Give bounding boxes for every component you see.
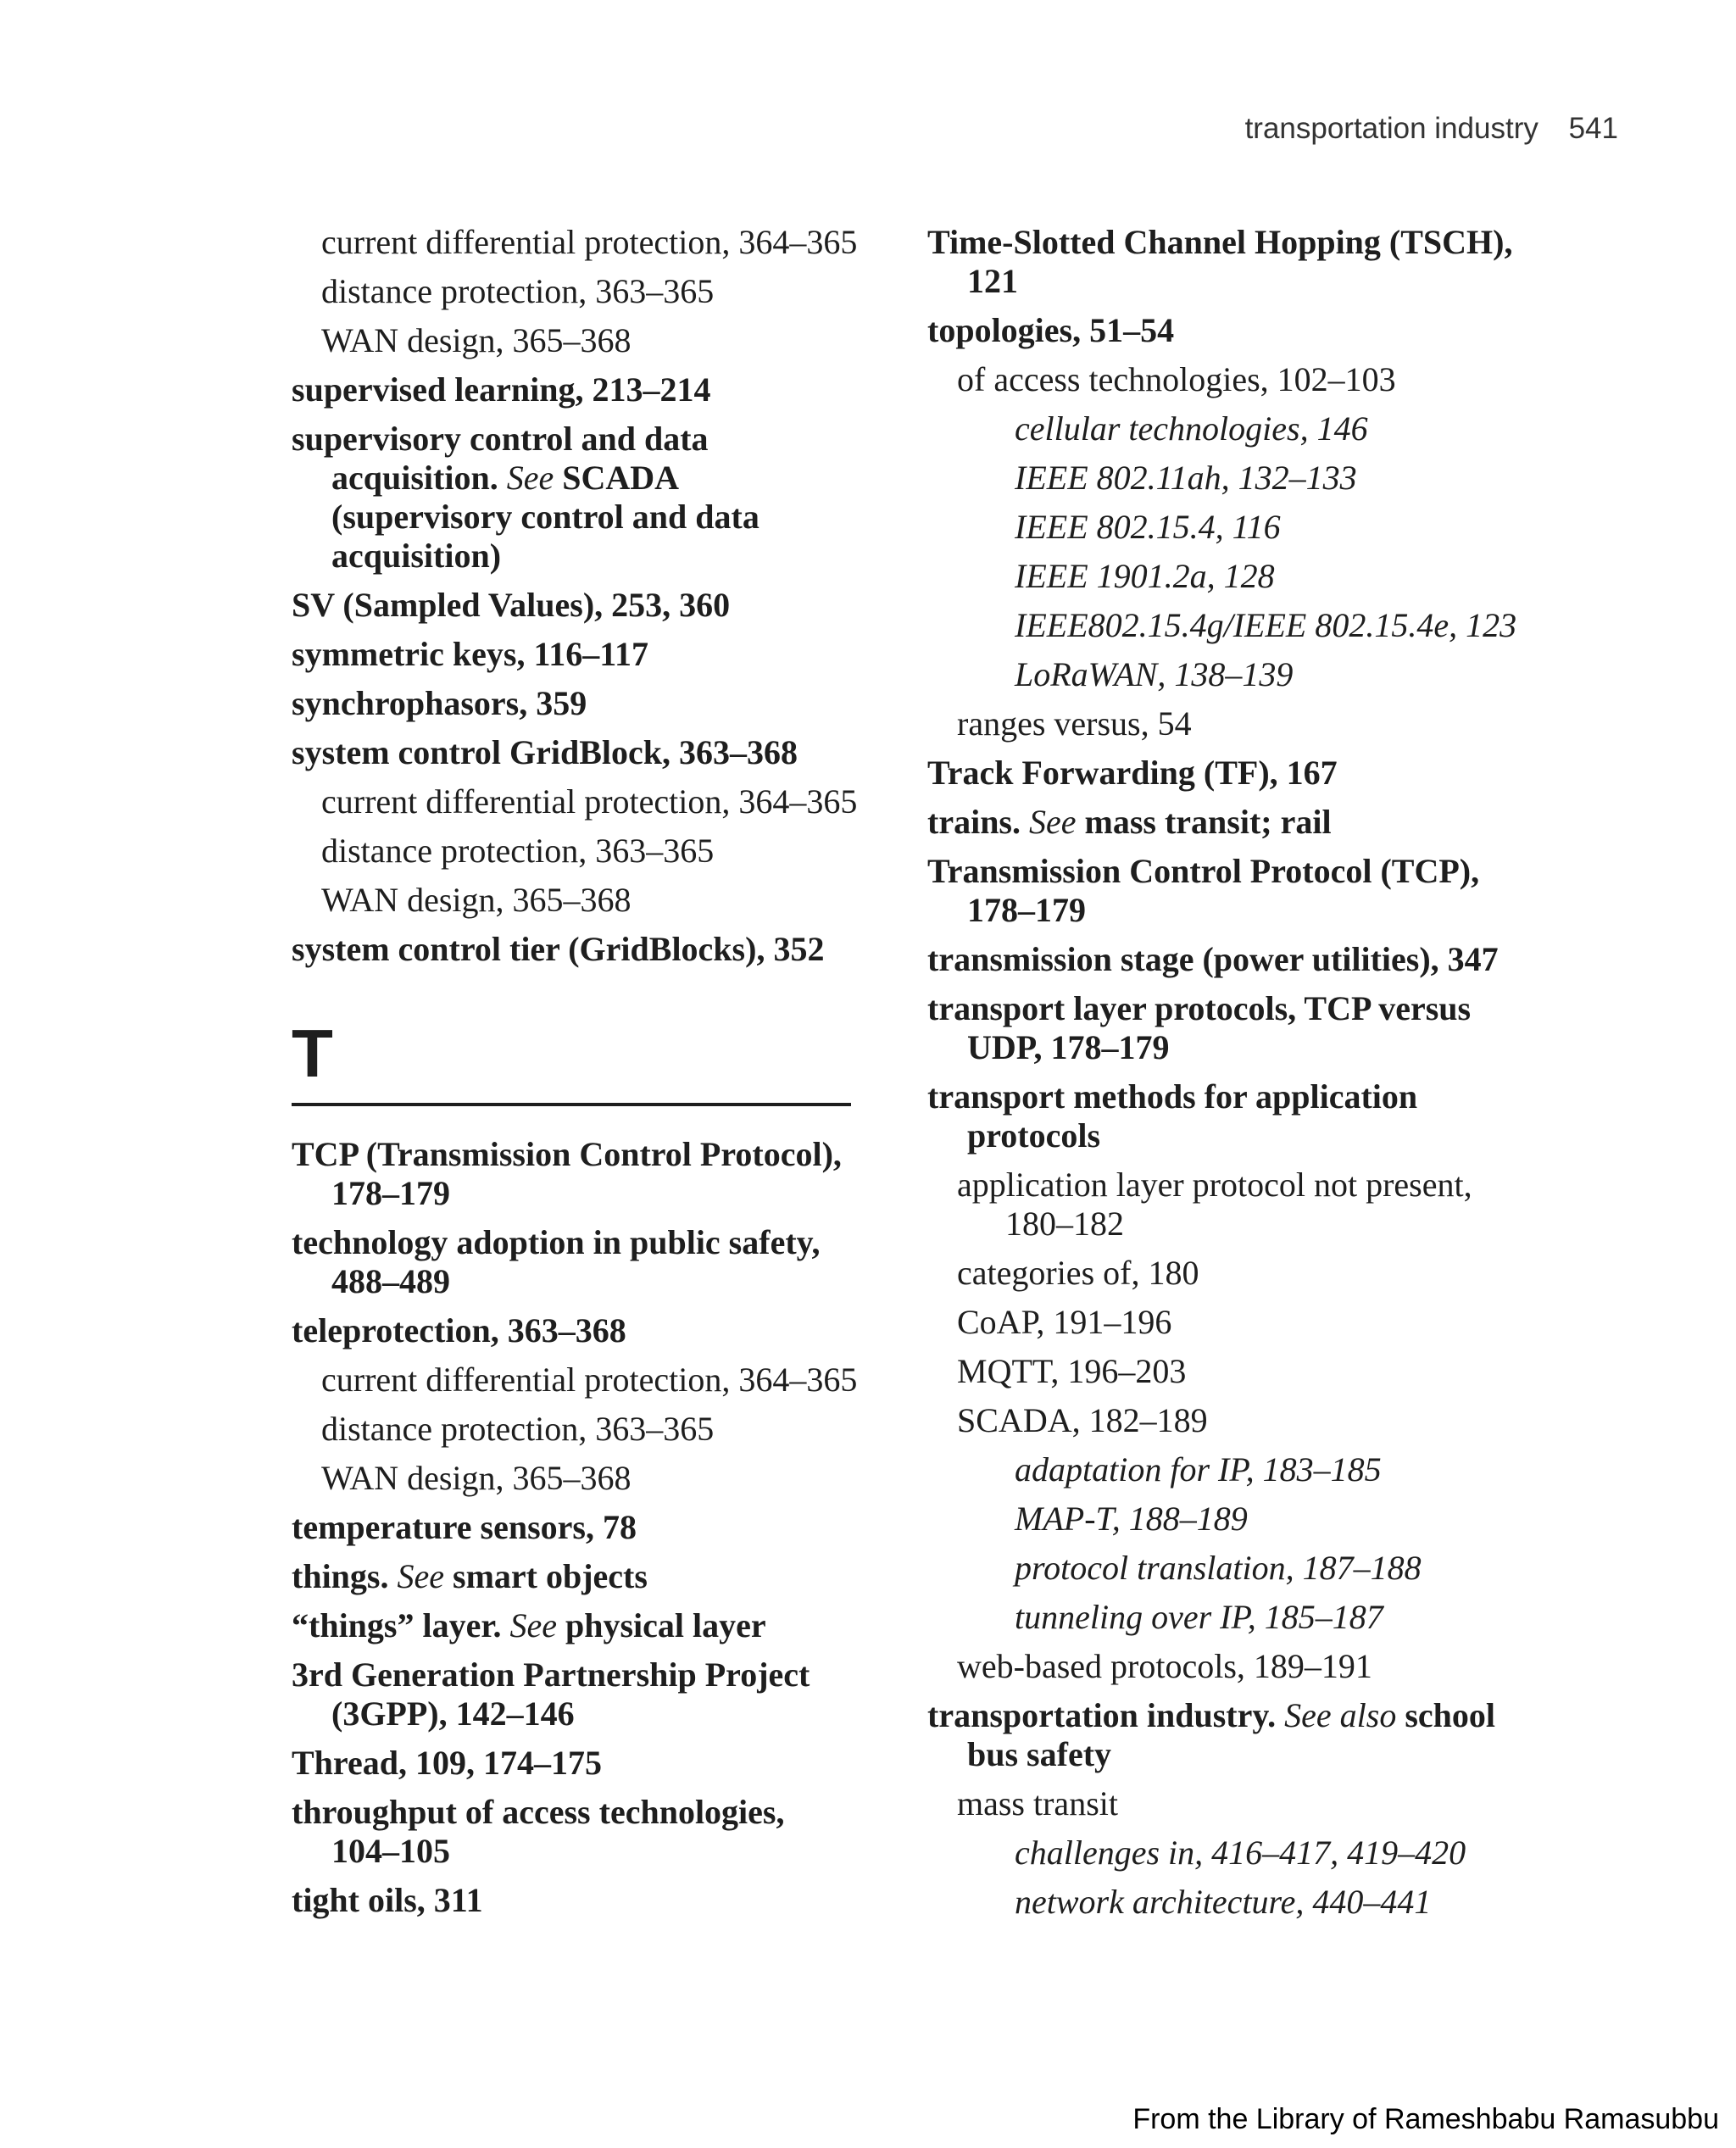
index-entry (927, 1696, 1538, 1774)
entry-text: tight oils, 311 (292, 1881, 483, 1919)
entry-text: tunneling over IP, 185–187 (1015, 1598, 1383, 1636)
left-column (292, 223, 860, 1930)
entry-text: trains. (927, 803, 1021, 841)
see-reference: See also (1284, 1696, 1397, 1734)
entry-text: SV (Sampled Values), 253, 360 (292, 586, 731, 624)
entry-text: IEEE802.15.4g/IEEE 802.15.4e, 123 (1015, 606, 1517, 644)
see-reference: See (509, 1606, 557, 1644)
entry-text: system control tier (GridBlocks), 352 (292, 930, 825, 968)
index-subentry (927, 508, 1538, 547)
right-column (927, 223, 1538, 1932)
index-subentry (292, 272, 860, 311)
index-entry (292, 1656, 860, 1733)
index-entry (927, 754, 1538, 793)
index-entry (292, 1508, 860, 1547)
index-subentry (927, 1352, 1538, 1391)
index-entry (292, 1311, 860, 1350)
index-entry (927, 940, 1538, 979)
index-subentry (927, 1254, 1538, 1293)
entry-text: distance protection, 363–365 (321, 1410, 715, 1448)
entry-text: Transmission Control Protocol (TCP), 178–179 (927, 852, 1480, 929)
entry-text: supervised learning, 213–214 (292, 370, 711, 409)
index-subentry (927, 360, 1538, 399)
running-head-title: transportation industry (1244, 112, 1538, 145)
index-subentry (927, 1500, 1538, 1539)
index-entry (292, 1881, 860, 1920)
index-subentry (927, 1549, 1538, 1588)
entry-text: CoAP, 191–196 (957, 1303, 1172, 1341)
entry-text: things. (292, 1557, 389, 1595)
index-entry (292, 1793, 860, 1871)
entry-text: current differential protection, 364–365 (321, 782, 858, 821)
entry-text: transport layer protocols, TCP versus UDP, 178–179 (927, 989, 1472, 1066)
entry-text: transportation industry. (927, 1696, 1277, 1734)
index-subentry (292, 321, 860, 360)
index-subentry (927, 704, 1538, 743)
index-entry (927, 989, 1538, 1067)
entry-text: network architecture, 440–441 (1015, 1883, 1432, 1921)
entry-text: throughput of access technologies, 104–105 (292, 1793, 785, 1870)
entry-text: IEEE 1901.2a, 128 (1015, 557, 1275, 595)
entry-text: teleprotection, 363–368 (292, 1311, 626, 1349)
index-subentry (927, 1834, 1538, 1873)
index-subentry (927, 1784, 1538, 1823)
index-subentry (292, 223, 860, 262)
entry-text: WAN design, 365–368 (321, 321, 632, 359)
entry-text: IEEE 802.15.4, 116 (1015, 508, 1281, 546)
entry-text: WAN design, 365–368 (321, 1459, 632, 1497)
entry-text: transport methods for application protocols (927, 1077, 1418, 1155)
cross-reference-target: SCADA (supervisory control and data acquisition) (331, 459, 760, 575)
index-subentry (292, 1361, 860, 1400)
entry-text: Track Forwarding (TF), 167 (927, 754, 1338, 792)
index-entry (927, 1077, 1538, 1155)
entry-text: LoRaWAN, 138–139 (1015, 655, 1294, 693)
entry-text: protocol translation, 187–188 (1015, 1549, 1422, 1587)
see-reference: See (397, 1557, 445, 1595)
entry-text: ranges versus, 54 (957, 704, 1192, 743)
entry-text: distance protection, 363–365 (321, 272, 715, 310)
index-entry (292, 1606, 860, 1645)
section-divider (292, 1103, 851, 1106)
entry-text: topologies, 51–54 (927, 311, 1175, 349)
index-subentry (927, 1166, 1538, 1244)
entry-text: temperature sensors, 78 (292, 1508, 637, 1546)
entry-text: system control GridBlock, 363–368 (292, 733, 798, 771)
index-entry (292, 684, 860, 723)
cross-reference-target: smart objects (444, 1557, 648, 1595)
index-entry (292, 930, 860, 969)
index-entry (292, 586, 860, 625)
cross-reference-target: school bus safety (967, 1696, 1496, 1773)
index-subentry (292, 1459, 860, 1498)
entry-text: Thread, 109, 174–175 (292, 1744, 602, 1782)
cross-reference-target: mass transit; rail (1076, 803, 1332, 841)
index-subentry (927, 459, 1538, 498)
entry-text: categories of, 180 (957, 1254, 1199, 1292)
entry-text: supervisory control and data acquisition. (292, 420, 709, 497)
entry-text: current differential protection, 364–365 (321, 223, 858, 261)
page-number: 541 (1568, 112, 1618, 145)
index-entry (927, 311, 1538, 350)
index-subentry (292, 832, 860, 871)
entry-text: web-based protocols, 189–191 (957, 1647, 1372, 1685)
index-subentry (292, 782, 860, 821)
running-head (1245, 112, 1618, 146)
entry-text: of access technologies, 102–103 (957, 360, 1396, 398)
index-subentry (927, 1883, 1538, 1922)
index-subentry (927, 1303, 1538, 1342)
index-entry (927, 852, 1538, 930)
index-subentry (927, 606, 1538, 645)
index-entry (927, 223, 1538, 301)
index-subentry (927, 1598, 1538, 1637)
entry-text: TCP (Transmission Control Protocol), 178–179 (292, 1135, 842, 1212)
entry-text: transmission stage (power utilities), 347 (927, 940, 1499, 978)
index-subentry (927, 557, 1538, 596)
cross-reference-target: physical layer (556, 1606, 766, 1644)
entry-text: current differential protection, 364–365 (321, 1361, 858, 1399)
index-subentry (927, 1450, 1538, 1489)
index-entry (292, 1744, 860, 1783)
index-entry (292, 733, 860, 772)
entry-text: symmetric keys, 116–117 (292, 635, 649, 673)
entry-text: adaptation for IP, 183–185 (1015, 1450, 1382, 1489)
index-subentry (927, 1401, 1538, 1440)
entry-text: “things” layer. (292, 1606, 502, 1644)
entry-text: IEEE 802.11ah, 132–133 (1015, 459, 1357, 497)
entry-text: application layer protocol not present, 180–182 (957, 1166, 1472, 1243)
entry-text: MQTT, 196–203 (957, 1352, 1187, 1390)
entry-text: Time-Slotted Channel Hopping (TSCH), 121 (927, 223, 1513, 300)
index-subentry (927, 1647, 1538, 1686)
index-entry (292, 1223, 860, 1301)
entry-text: synchrophasors, 359 (292, 684, 587, 722)
see-reference: See (506, 459, 554, 497)
entry-text: SCADA, 182–189 (957, 1401, 1208, 1439)
index-entry (292, 1557, 860, 1596)
entry-text: mass transit (957, 1784, 1118, 1822)
entry-text: cellular technologies, 146 (1015, 409, 1368, 448)
index-subentry (927, 409, 1538, 448)
index-subentry (292, 1410, 860, 1449)
see-reference: See (1029, 803, 1077, 841)
index-entry (292, 420, 860, 576)
index-entry (292, 1135, 860, 1213)
entry-text: 3rd Generation Partnership Project (3GPP), 142–146 (292, 1656, 810, 1733)
left-entries-bottom (292, 1135, 860, 1920)
entry-text: WAN design, 365–368 (321, 881, 632, 919)
index-subentry (927, 655, 1538, 694)
index-subentry (292, 881, 860, 920)
entry-text: MAP-T, 188–189 (1015, 1500, 1248, 1538)
index-entry (292, 635, 860, 674)
index-entry (927, 803, 1538, 842)
index-entry (292, 370, 860, 409)
library-note: From the Library of Rameshbabu Ramasubbu (1132, 2103, 1719, 2135)
left-entries-top (292, 223, 860, 969)
section-letter: T (292, 1016, 333, 1091)
entry-text: technology adoption in public safety, 488–489 (292, 1223, 821, 1300)
entry-text: distance protection, 363–365 (321, 832, 715, 870)
right-entries (927, 223, 1538, 1922)
entry-text: challenges in, 416–417, 419–420 (1015, 1834, 1466, 1872)
